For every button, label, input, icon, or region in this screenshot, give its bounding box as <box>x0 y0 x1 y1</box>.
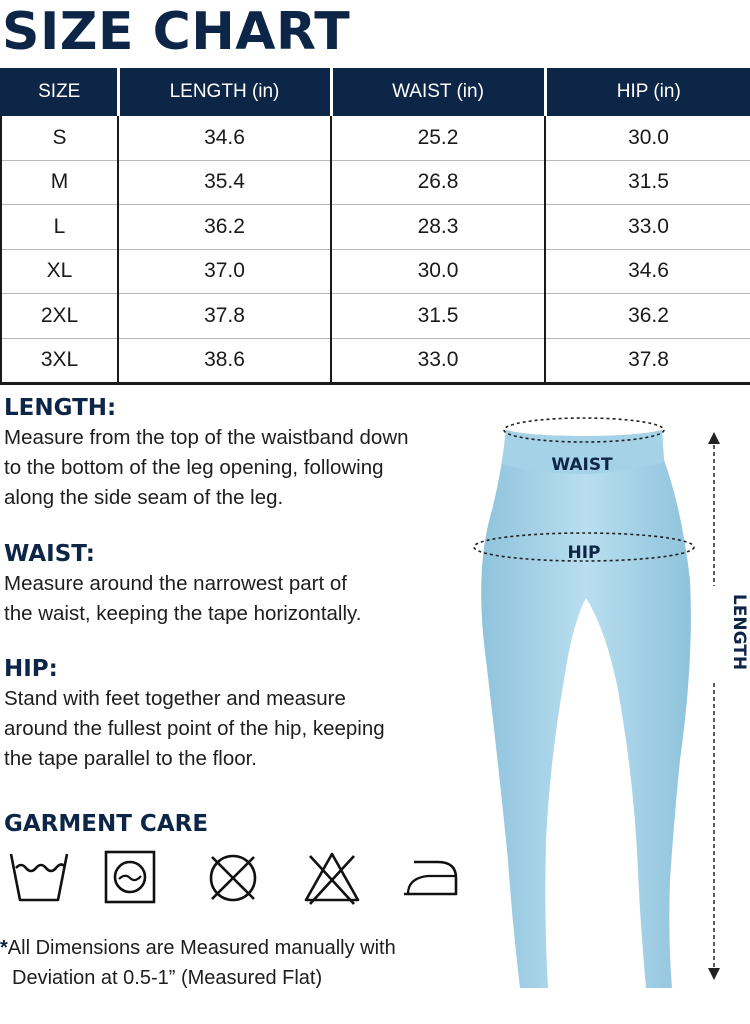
cell-length: 37.8 <box>118 294 331 339</box>
waist-heading: WAIST: <box>4 541 95 567</box>
table-row <box>1 338 750 384</box>
length-arrow <box>704 432 726 980</box>
cell-size: XL <box>1 249 118 294</box>
cell-hip: 36.2 <box>545 294 750 339</box>
length-text-line: to the bottom of the leg opening, following <box>4 456 384 479</box>
cell-waist: 26.8 <box>331 160 545 205</box>
page-title: SIZE CHART <box>2 2 351 62</box>
table-row <box>1 116 750 160</box>
cell-hip: 33.0 <box>545 205 750 250</box>
cell-hip: 31.5 <box>545 160 750 205</box>
waist-label: WAIST <box>551 455 613 475</box>
header-hip: HIP (in) <box>545 68 750 116</box>
cell-waist: 30.0 <box>331 249 545 294</box>
length-text-line: Measure from the top of the waistband down <box>4 426 409 449</box>
hip-label: HIP <box>567 543 601 563</box>
cell-hip: 37.8 <box>545 338 750 384</box>
cell-waist: 28.3 <box>331 205 545 250</box>
cell-waist: 31.5 <box>331 294 545 339</box>
cell-waist: 25.2 <box>331 116 545 160</box>
leggings-figure <box>468 400 750 1000</box>
wash-icon <box>8 848 70 908</box>
cell-length: 34.6 <box>118 116 331 160</box>
do-not-bleach-icon <box>300 848 364 908</box>
cell-size: L <box>1 205 118 250</box>
waist-section <box>4 539 474 629</box>
footnote <box>0 933 475 993</box>
garment-care-heading: GARMENT CARE <box>4 811 209 837</box>
garment-care-section <box>4 809 474 839</box>
cell-size: 2XL <box>1 294 118 339</box>
table-row <box>1 205 750 250</box>
waist-text-line: the waist, keeping the tape horizontally. <box>4 602 362 625</box>
hip-heading: HIP: <box>4 656 58 682</box>
table-row <box>1 160 750 205</box>
footnote-line2: Deviation at 0.5-1” (Measured Flat) <box>12 967 323 989</box>
hip-section <box>4 654 474 774</box>
cell-length: 37.0 <box>118 249 331 294</box>
cell-waist: 33.0 <box>331 338 545 384</box>
care-icons-row <box>8 848 468 910</box>
cell-hip: 30.0 <box>545 116 750 160</box>
cell-size: 3XL <box>1 338 118 384</box>
cell-size: S <box>1 116 118 160</box>
hip-text-line: the tape parallel to the floor. <box>4 747 258 770</box>
cell-length: 38.6 <box>118 338 331 384</box>
cell-hip: 34.6 <box>545 249 750 294</box>
cell-length: 36.2 <box>118 205 331 250</box>
length-text-line: along the side seam of the leg. <box>4 486 284 509</box>
cell-size: M <box>1 160 118 205</box>
footnote-line1: All Dimensions are Measured manually with <box>7 937 396 959</box>
hip-text-line: Stand with feet together and measure <box>4 687 346 710</box>
header-waist: WAIST (in) <box>331 68 545 116</box>
header-length: LENGTH (in) <box>118 68 331 116</box>
do-not-dry-clean-icon <box>204 848 264 908</box>
tumble-dry-icon <box>103 848 159 906</box>
footnote-asterisk: * <box>0 937 8 959</box>
iron-icon <box>400 848 462 908</box>
length-section <box>4 393 474 513</box>
cell-length: 35.4 <box>118 160 331 205</box>
length-label: LENGTH <box>729 593 749 671</box>
table-row <box>1 294 750 339</box>
table-header-row <box>1 68 750 116</box>
leggings-silhouette <box>481 430 691 988</box>
table-row <box>1 249 750 294</box>
size-table <box>0 68 750 385</box>
hip-text-line: around the fullest point of the hip, keeping <box>4 717 385 740</box>
waist-text-line: Measure around the narrowest part of <box>4 572 347 595</box>
header-size: SIZE <box>1 68 118 116</box>
length-heading: LENGTH: <box>4 395 117 421</box>
